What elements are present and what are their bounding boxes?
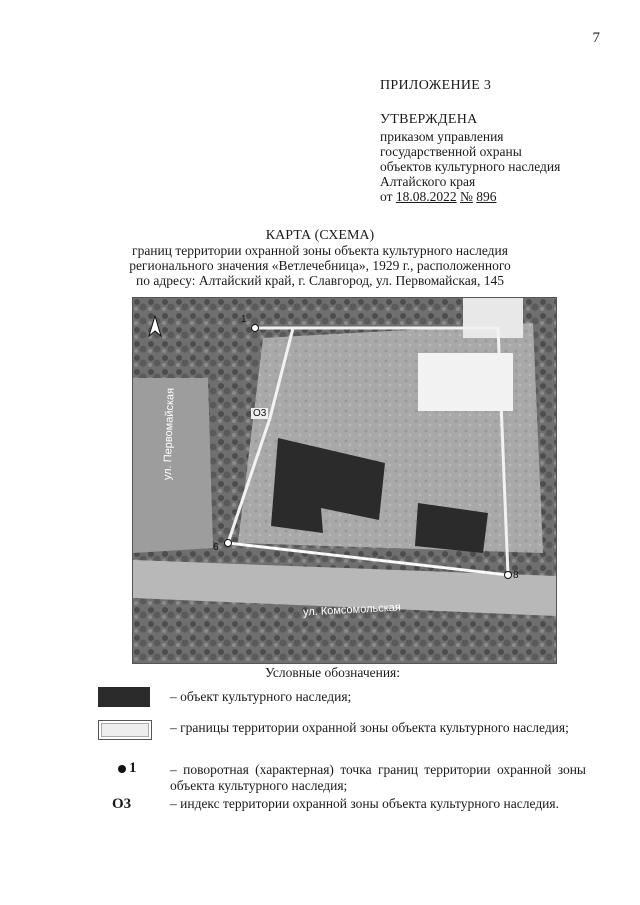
legend-text: – поворотная (характерная) точка границ территории охранной зоны объекта культурного наследия; — [170, 762, 586, 793]
number-prefix: № — [459, 189, 473, 204]
point-symbol-label: 1 — [129, 760, 137, 776]
approval-block — [380, 112, 560, 204]
boundary-symbol-icon — [98, 720, 152, 740]
street-label-left: ул. Первомайская — [161, 387, 177, 481]
zone-index-label: О3 — [253, 408, 267, 419]
legend-item — [90, 796, 590, 832]
index-symbol-label: О3 — [112, 796, 132, 812]
legend-text: – индекс территории охранной зоны объекта культурного наследия. — [170, 796, 559, 811]
legend-title: Условные обозначения: — [265, 665, 401, 680]
approved-date-line — [380, 189, 560, 204]
approved-line: Алтайского края — [380, 174, 476, 189]
legend-item — [90, 718, 590, 754]
title-line: границ территории охранной зоны объекта культурного наследия — [132, 243, 508, 258]
point-label: 6 — [213, 542, 219, 553]
approved-line: государственной охраны — [380, 144, 522, 159]
title-line: по адресу: Алтайский край, г. Славгород, ул. Первомайская, 145 — [136, 273, 504, 288]
title-line: регионального значения «Ветлечебница», 1929 г., расположенного — [129, 258, 511, 273]
legend-text: – границы территории охранной зоны объекта культурного наследия; — [170, 720, 569, 735]
turning-point-symbol — [118, 760, 137, 776]
approved-line: приказом управления — [380, 129, 504, 144]
neighbor-building — [463, 298, 523, 338]
object-symbol-icon — [98, 687, 150, 707]
approved-line: объектов культурного наследия — [380, 159, 561, 174]
point-dot-icon — [118, 765, 126, 773]
turning-point — [225, 540, 232, 547]
approval-date: 18.08.2022 — [395, 189, 457, 204]
point-label: 8 — [513, 570, 519, 581]
legend-item — [90, 685, 590, 709]
appendix-heading: ПРИЛОЖЕНИЕ 3 — [380, 78, 492, 93]
page-number: 7 — [592, 30, 600, 46]
map-title — [95, 228, 545, 288]
legend-text: – объект культурного наследия; — [170, 689, 352, 704]
approved-heading: УТВЕРЖДЕНА — [380, 112, 478, 127]
point-label: 1 — [241, 314, 247, 325]
turning-point — [252, 325, 259, 332]
legend-item — [90, 760, 590, 796]
satellite-map — [132, 297, 557, 664]
street-label-bottom: ул. Комсомольская — [302, 601, 402, 619]
date-prefix: от — [380, 189, 393, 204]
title-line: КАРТА (СХЕМА) — [265, 228, 375, 243]
approval-number: 896 — [476, 189, 497, 204]
turning-point — [505, 572, 512, 579]
